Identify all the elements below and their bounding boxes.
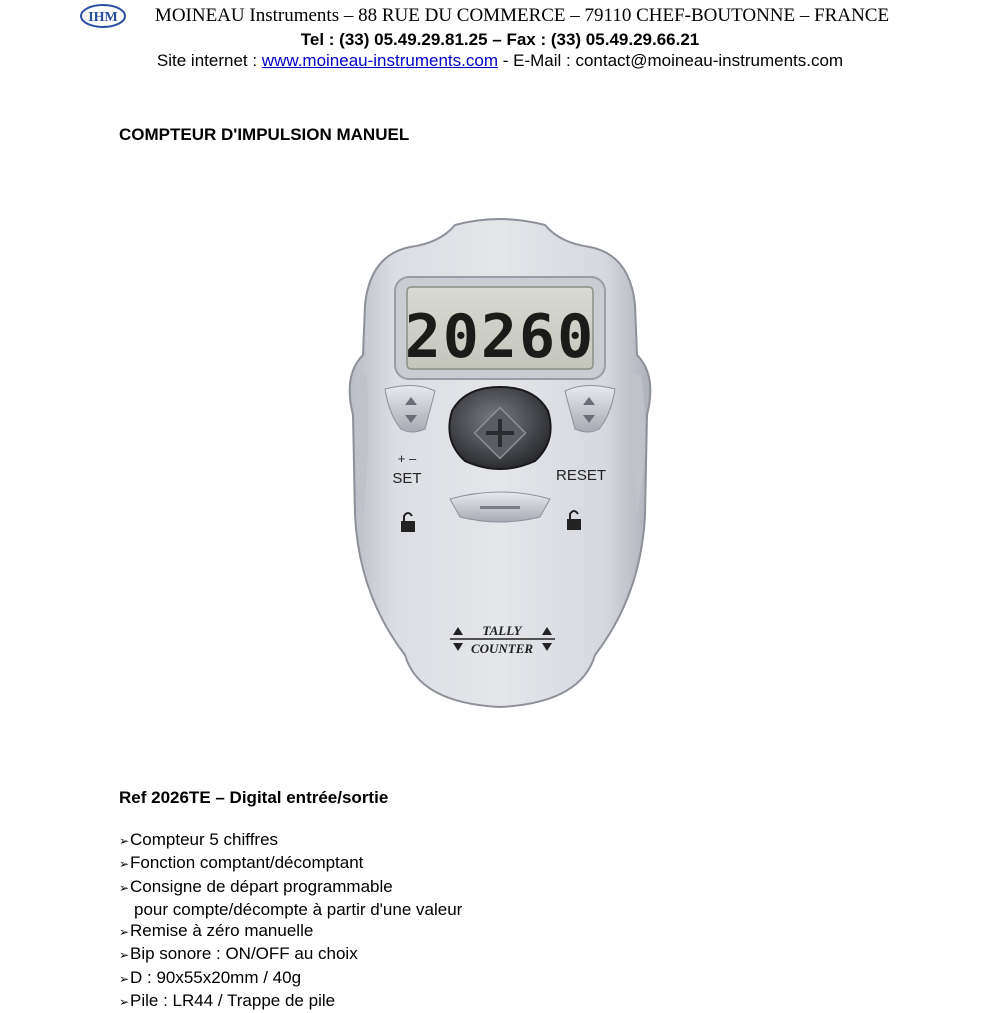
- feature-text: Compteur 5 chiffres: [130, 830, 279, 849]
- feature-item: [119, 967, 462, 990]
- feature-item: [119, 876, 462, 899]
- company-contact: Tel : (33) 05.49.29.81.25 – Fax : (33) 05.49.29.66.21: [300, 30, 700, 49]
- feature-item: [119, 899, 462, 920]
- site-label: Site internet :: [156, 51, 262, 70]
- feature-item: [119, 829, 462, 852]
- feature-text: Remise à zéro manuelle: [130, 921, 314, 941]
- reset-label: RESET: [555, 467, 607, 484]
- tally-counter-image: [345, 215, 655, 715]
- feature-text: Bip sonore : ON/OFF au choix: [130, 944, 358, 964]
- feature-text: pour compte/décompte à partir d'une valeur: [134, 899, 463, 919]
- brand-counter: COUNTER: [470, 641, 534, 656]
- feature-item: [119, 990, 462, 1013]
- company-address: MOINEAU Instruments – 88 RUE DU COMMERCE – 79110 CHEF-BOUTONNE – FRANCE: [154, 5, 890, 26]
- feature-item: [119, 943, 462, 966]
- bullet-arrow-icon: ➢: [119, 948, 130, 963]
- minus-icon: [480, 506, 520, 509]
- bullet-arrow-icon: ➢: [119, 971, 130, 986]
- company-web-line: [0, 51, 1000, 71]
- product-reference: Ref 2026TE – Digital entrée/sortie: [119, 788, 389, 807]
- lcd-display-value: 20260: [404, 302, 596, 372]
- feature-text: Pile : LR44 / Trappe de pile: [130, 991, 336, 1011]
- bullet-arrow-icon: ➢: [119, 880, 130, 895]
- bullet-arrow-icon: ➢: [119, 995, 130, 1010]
- bullet-arrow-icon: ➢: [119, 834, 130, 848]
- feature-text: Consigne de départ programmable: [130, 876, 393, 896]
- feature-text: D : 90x55x20mm / 40g: [130, 967, 302, 987]
- email-text: - E-Mail : contact@moineau-instruments.com: [498, 51, 844, 70]
- set-label: SET: [392, 470, 422, 487]
- set-sign-label: + –: [397, 451, 417, 466]
- feature-list: [119, 829, 462, 1013]
- bullet-arrow-icon: ➢: [119, 857, 130, 872]
- feature-item: [119, 920, 462, 943]
- feature-item: [119, 852, 462, 875]
- website-link[interactable]: www.moineau-instruments.com: [261, 51, 498, 70]
- page-title: COMPTEUR D'IMPULSION MANUEL: [119, 125, 410, 144]
- logo-text: IHM: [88, 10, 118, 25]
- bullet-arrow-icon: ➢: [119, 925, 130, 940]
- feature-text: Fonction comptant/décomptant: [130, 853, 364, 873]
- brand-tally: TALLY: [482, 623, 522, 638]
